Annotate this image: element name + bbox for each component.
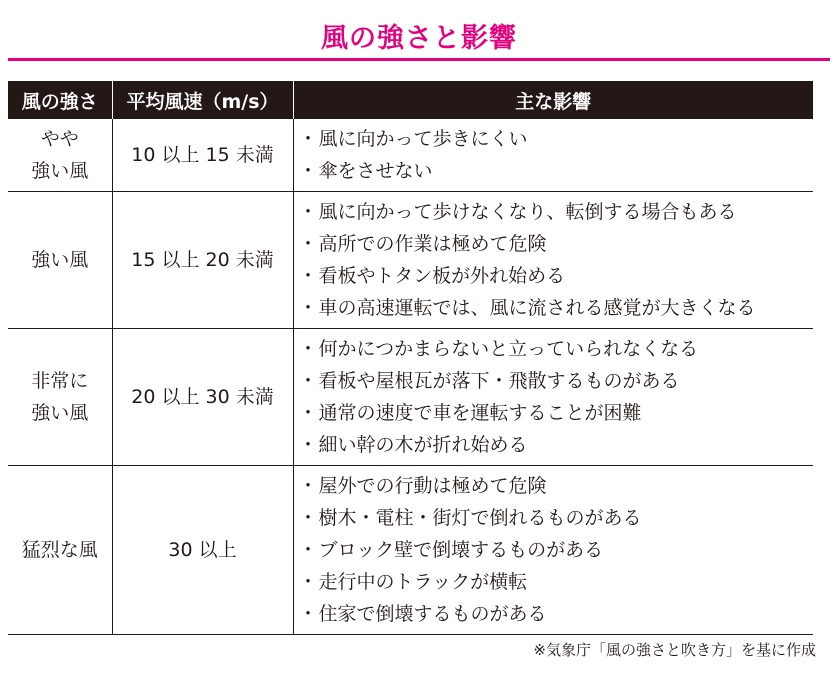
effect-item: ・ 屋外での行動は極めて危険 — [299, 470, 814, 502]
table-row — [8, 192, 813, 329]
header-main-effects: 主な影響 — [293, 81, 813, 119]
wind-strength-cell — [8, 192, 112, 329]
title-underline — [8, 58, 830, 61]
effect-item: ・ ブロック壁で倒壊するものがある — [299, 534, 814, 566]
average-speed-cell: 30 以上 — [112, 466, 293, 635]
effects-cell — [293, 192, 813, 329]
header-average-speed: 平均風速（m/s） — [112, 81, 293, 119]
wind-strength-label: 非常に — [31, 370, 89, 392]
average-speed-cell: 20 以上 30 未満 — [112, 329, 293, 466]
table-row — [8, 329, 813, 466]
page-title: 風の強さと影響 — [321, 23, 517, 54]
table-row — [8, 466, 813, 635]
table-row — [8, 119, 813, 192]
effects-cell — [293, 329, 813, 466]
effect-item: ・ 車の高速運転では、風に流される感覚が大きくなる — [299, 292, 814, 324]
effect-item: ・ 住家で倒壊するものがある — [299, 598, 814, 630]
effect-item: ・ 看板や屋根瓦が落下・飛散するものがある — [299, 365, 814, 397]
effects-cell — [293, 119, 813, 192]
header-strength: 風の強さ — [8, 81, 112, 119]
effect-item: ・ 風に向かって歩けなくなり、転倒する場合もある — [299, 196, 814, 228]
wind-strength-label: 強い風 — [31, 402, 89, 424]
effect-item: ・ 走行中のトラックが横転 — [299, 566, 814, 598]
average-speed-cell: 10 以上 15 未満 — [112, 119, 293, 192]
wind-strength-cell — [8, 329, 112, 466]
average-speed-cell: 15 以上 20 未満 — [112, 192, 293, 329]
table-body — [8, 119, 813, 635]
effect-item: ・ 何かにつかまらないと立っていられなくなる — [299, 333, 814, 365]
wind-strength-cell — [8, 119, 112, 192]
source-note: ※気象庁「風の強さと吹き方」を基に作成 — [533, 641, 816, 659]
effect-item: ・ 高所での作業は極めて危険 — [299, 228, 814, 260]
wind-strength-label: 強い風 — [31, 160, 89, 182]
effects-cell — [293, 466, 813, 635]
effect-item: ・ 細い幹の木が折れ始める — [299, 429, 814, 461]
wind-strength-table — [8, 81, 813, 635]
wind-strength-label: 強い風 — [31, 249, 89, 271]
table-header-row — [8, 81, 813, 119]
effect-item: ・ 風に向かって歩きにくい — [299, 123, 814, 155]
wind-strength-label: 猛烈な風 — [21, 539, 98, 561]
effect-item: ・ 樹木・電柱・街灯で倒れるものがある — [299, 502, 814, 534]
effect-item: ・ 通常の速度で車を運転することが困難 — [299, 397, 814, 429]
wind-strength-cell — [8, 466, 112, 635]
wind-strength-label: やや — [40, 128, 79, 150]
effect-item: ・ 傘をさせない — [299, 155, 814, 187]
effect-item: ・ 看板やトタン板が外れ始める — [299, 260, 814, 292]
